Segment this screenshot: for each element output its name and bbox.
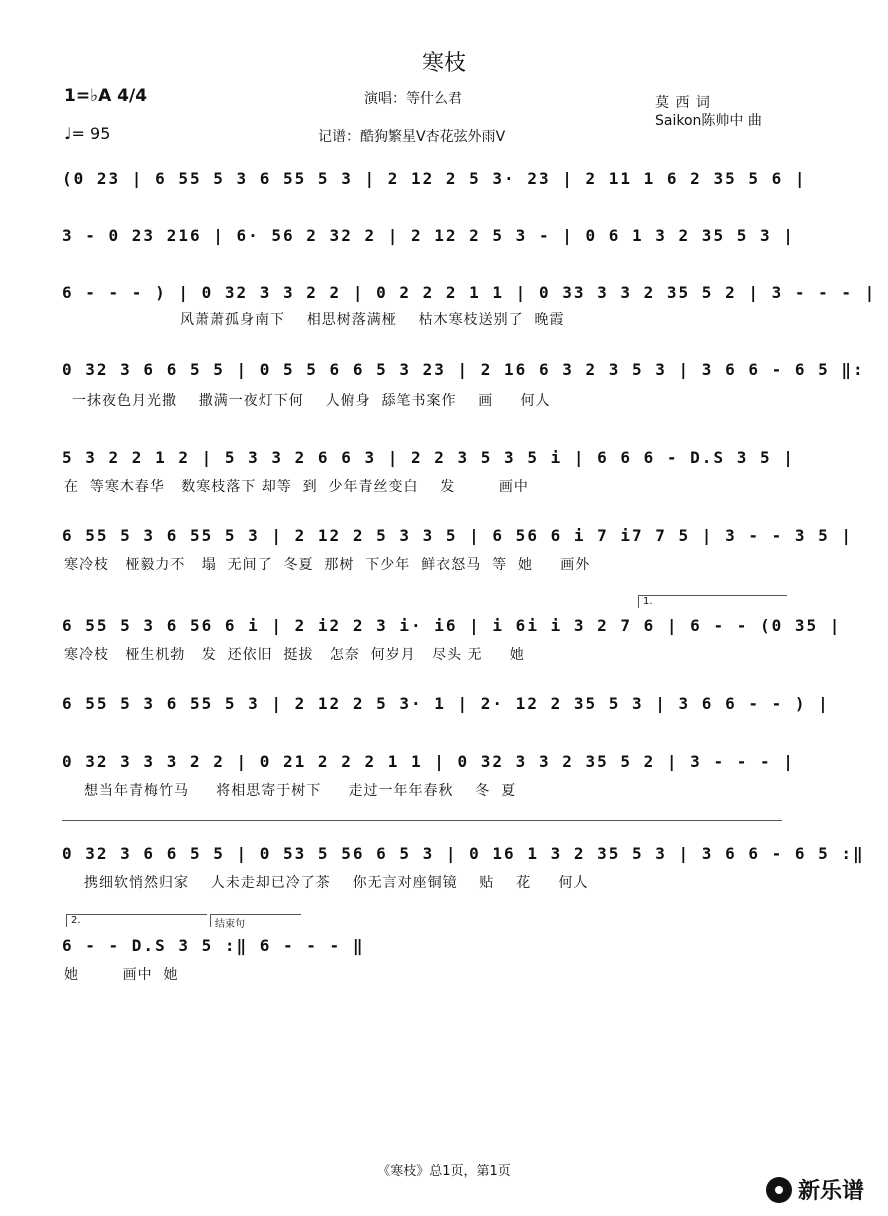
singer-credit: 演唱：等什么君 bbox=[364, 91, 462, 107]
notes: (0 23 | 6 55 5 3 6 55 5 3 | 2 12 2 5 3· 23 | 2 11 1 6 2 35 5 6 | bbox=[62, 168, 807, 188]
notes: 3 - 0 23 216 | 6· 56 2 32 2 | 2 12 2 5 3 - | 0 6 1 3 2 35 5 3 | bbox=[62, 225, 795, 245]
lyrics: 寒冷枝 桠生机勃 发 还依旧 挺拔 怎奈 何岁月 尽头 无 她 bbox=[64, 647, 525, 663]
notes: 6 - - - ) | 0 32 3 3 2 2 | 0 2 2 2 1 1 | 0 33 3 3 2 35 5 2 | 3 - - - | bbox=[62, 282, 877, 302]
lyrics: 携细软悄然归家 人未走却已冷了茶 你无言对座铜镜 贴 花 何人 bbox=[84, 875, 589, 891]
key-signature: 1=♭A 4/4 bbox=[64, 86, 148, 106]
score-row-2 bbox=[62, 222, 795, 248]
page-title: 寒枝 bbox=[421, 51, 466, 76]
lyrics: 想当年青梅竹马 将相思寄于树下 走过一年年春秋 冬 夏 bbox=[84, 783, 517, 799]
volta-second: 2. bbox=[66, 914, 207, 927]
notes: 0 32 3 6 6 5 5 | 0 5 5 6 6 5 3 23 | 2 16 6 3 2 3 5 3 | 3 6 6 - 6 5 ‖: bbox=[62, 359, 865, 379]
lyrics: 她 画中 她 bbox=[64, 967, 179, 983]
lyrics: 风萧萧孤身南下 相思树落满桠 枯木寒枝送别了 晚霞 bbox=[180, 312, 565, 328]
notes: 6 55 5 3 6 55 5 3 | 2 12 2 5 3· 1 | 2· 12 2 35 5 3 | 3 6 6 - - ) | bbox=[62, 693, 830, 713]
notes: 5 3 2 2 1 2 | 5 3 3 2 6 6 3 | 2 2 3 5 3 5 i | 6 6 6 - D.S 3 5 | bbox=[62, 447, 795, 467]
score-row-1 bbox=[62, 165, 807, 191]
notes: 6 55 5 3 6 55 5 3 | 2 12 2 5 3 3 5 | 6 56 6 i 7 i7 7 5 | 3 - - 3 5 | bbox=[62, 525, 854, 545]
logo-text: 新乐谱 bbox=[798, 1179, 865, 1204]
score-row-8 bbox=[62, 690, 830, 716]
notes: 6 55 5 3 6 56 6 i | 2 i2 2 3 i· i6 | i 6i i 3 2 7 6 | 6 - - (0 35 | bbox=[62, 615, 842, 635]
score-row-7 bbox=[62, 612, 842, 663]
lyrics: 在 等寒木春华 数寒枝落下 却等 到 少年青丝变白 发 画中 bbox=[64, 479, 529, 495]
site-logo[interactable] bbox=[766, 1174, 864, 1205]
score-row-6 bbox=[62, 522, 854, 573]
score-row-9 bbox=[62, 748, 795, 799]
notes: 0 32 3 6 6 5 5 | 0 53 5 56 6 5 3 | 0 16 1 3 2 35 5 3 | 3 6 6 - 6 5 :‖ bbox=[62, 843, 865, 863]
score-row-10 bbox=[62, 840, 865, 891]
page-footer: 《寒枝》总1页，第1页 bbox=[377, 1164, 511, 1179]
notes: 0 32 3 3 3 2 2 | 0 21 2 2 2 1 1 | 0 32 3 3 2 35 5 2 | 3 - - - | bbox=[62, 751, 795, 771]
volta-coda: 结束句 bbox=[210, 914, 301, 927]
vinyl-record-icon bbox=[766, 1177, 792, 1203]
score-row-4 bbox=[62, 356, 865, 409]
score-row-3 bbox=[62, 279, 877, 328]
composer-credit: Saikon陈帅中 曲 bbox=[655, 113, 762, 129]
score-row-11 bbox=[62, 932, 784, 983]
repeat-line bbox=[62, 820, 782, 821]
notes: 6 - - D.S 3 5 :‖ 6 - - - ‖ bbox=[62, 935, 365, 955]
score-row-5 bbox=[62, 444, 795, 495]
transcriber-credit: 记谱：酷狗繁星V杏花弦外雨V bbox=[318, 129, 506, 145]
lyrics: 一抹夜色月光撒 撒满一夜灯下何 人俯身 舔笔书案作 画 何人 bbox=[72, 393, 551, 409]
volta-first: 1. bbox=[638, 595, 787, 608]
lyrics: 寒冷枝 桠毅力不 塌 无间了 冬夏 那树 下少年 鲜衣怒马 等 她 画外 bbox=[64, 557, 591, 573]
tempo-marking: ♩= 95 bbox=[64, 124, 111, 143]
lyricist-credit: 莫 西 词 bbox=[655, 95, 710, 111]
